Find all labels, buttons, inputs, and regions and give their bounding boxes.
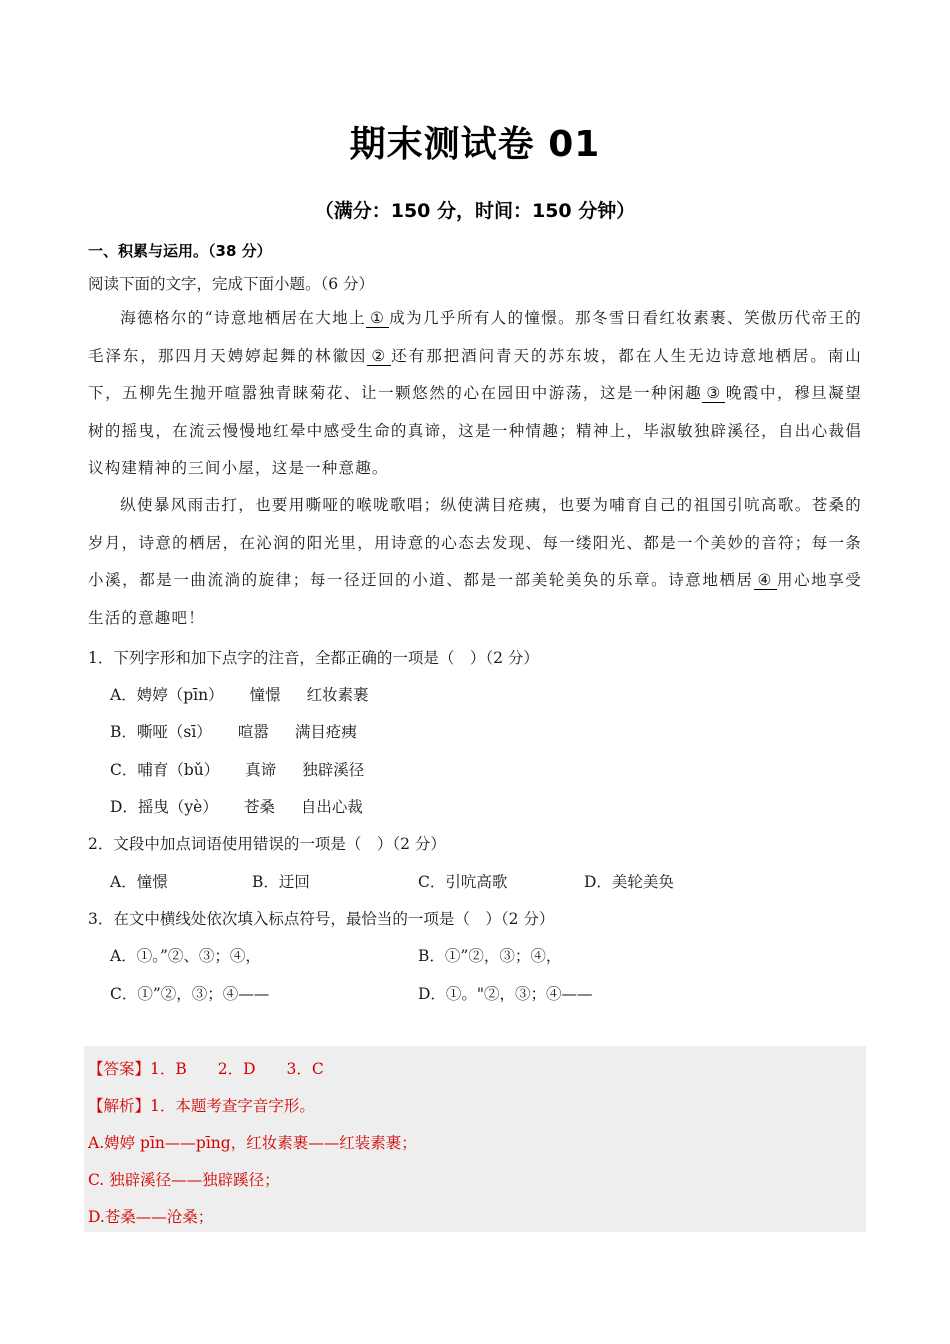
option-text: 独辟溪径: [302, 761, 365, 779]
question-1-option-c: [110, 758, 364, 780]
question-2-option-a: A．憧憬: [110, 873, 168, 891]
option-text: D．摇曳（yè）: [110, 798, 218, 816]
analysis-detail-d: D.苍桑——沧桑；: [88, 1208, 214, 1226]
passage-paragraph-1: [88, 300, 862, 488]
option-text: C．哺育（bǔ）: [110, 761, 220, 779]
option-text: 满目疮痍: [294, 723, 357, 741]
analysis-detail-c: C. 独辟溪径——独辟蹊径；: [88, 1171, 280, 1189]
blank-3: ③: [702, 384, 725, 403]
blank-4: ④: [754, 571, 777, 590]
reading-instruction: 阅读下面的文字，完成下面小题。（6 分）: [88, 275, 375, 293]
question-3-stem: 3．在文中横线处依次填入标点符号，最恰当的一项是（ ）（2 分）: [88, 910, 555, 928]
passage-text: 成为几乎所有人的憧憬。那冬雪日看红妆素裹、笑傲历代帝王的毛泽东，那四月天娉婷起舞的林徽因: [88, 309, 862, 365]
option-text: A．娉婷（pīn）: [110, 686, 224, 704]
passage-text: 晚霞中，穆旦凝望树的摇曳，在流云慢慢地红晕中感受生命的真谛，这是一种情趣；精神上，毕淑敏独辟溪径，自出心裁倡议构建精神的三间小屋，这是一种意趣。: [88, 384, 862, 477]
option-text: B．嘶哑（sī）: [110, 723, 212, 741]
question-2-option-d: D．美轮美奂: [584, 873, 674, 891]
option-text: 红妆素裹: [306, 686, 369, 704]
option-text: 憧憬: [249, 686, 281, 704]
passage-paragraph-2: [88, 487, 862, 637]
question-1-option-a: [110, 683, 369, 705]
question-2-option-c: C．引吭高歌: [418, 873, 508, 891]
question-1-stem: 1．下列字形和加下点字的注音，全都正确的一项是（ ）（2 分）: [88, 649, 539, 667]
question-3-option-a: A．①。”②、③；④，: [110, 947, 261, 965]
passage-text: 还有那把酒问青天的苏东坡，都在人生无边诗意地栖居。南山下，五柳先生抛开喧嚣独青睐菊花、让一颗悠然的心在园田中游荡，这是一种闲趣: [88, 346, 863, 402]
question-3-option-c: C．①”②，③；④——: [110, 985, 270, 1003]
question-1-option-b: [110, 720, 357, 742]
passage-text: 用心地享受生活的意趣吧！: [88, 571, 862, 627]
option-text: 喧嚣: [237, 723, 269, 741]
answer-line: 【答案】1．B 2．D 3．C: [88, 1060, 324, 1078]
question-3-option-d: D．①。"②，③；④——: [418, 985, 593, 1003]
passage-text: 海德格尔的“诗意地栖居在大地上: [120, 309, 366, 327]
blank-2: ②: [367, 347, 390, 366]
section-heading: 一、积累与运用。（38 分）: [88, 242, 272, 260]
option-text: 自出心裁: [300, 798, 363, 816]
passage-text: 纵使暴风雨击打，也要用嘶哑的喉咙歌唱；纵使满目疮痍，也要为哺育自己的祖国引吭高歌。苍桑的岁月，诗意的栖居，在沁润的阳光里，用诗意的心态去发现、每一缕阳光、都是一个美妙的音符；每一条小溪，都是一曲流淌的旋律；每一径迂回的小道、都是一部美轮美奂的乐章。诗意地栖居: [88, 496, 862, 589]
analysis-detail-a: A.娉婷 pīn——pīng，红妆素裹——红装素裹；: [88, 1134, 417, 1152]
blank-1: ①: [366, 309, 389, 328]
analysis-line: 【解析】1．本题考查字音字形。: [88, 1097, 315, 1115]
question-2-option-b: B．迂回: [252, 873, 310, 891]
option-text: 真谛: [245, 761, 277, 779]
question-3-option-b: B．①”②，③；④，: [418, 947, 562, 965]
option-text: 苍桑: [243, 798, 275, 816]
question-1-option-d: [110, 795, 363, 817]
page-title: 期末测试卷 01: [349, 124, 601, 165]
question-2-stem: 2．文段中加点词语使用错误的一项是（ ）（2 分）: [88, 835, 446, 853]
page-subtitle: （满分：150 分，时间：150 分钟）: [314, 200, 636, 222]
